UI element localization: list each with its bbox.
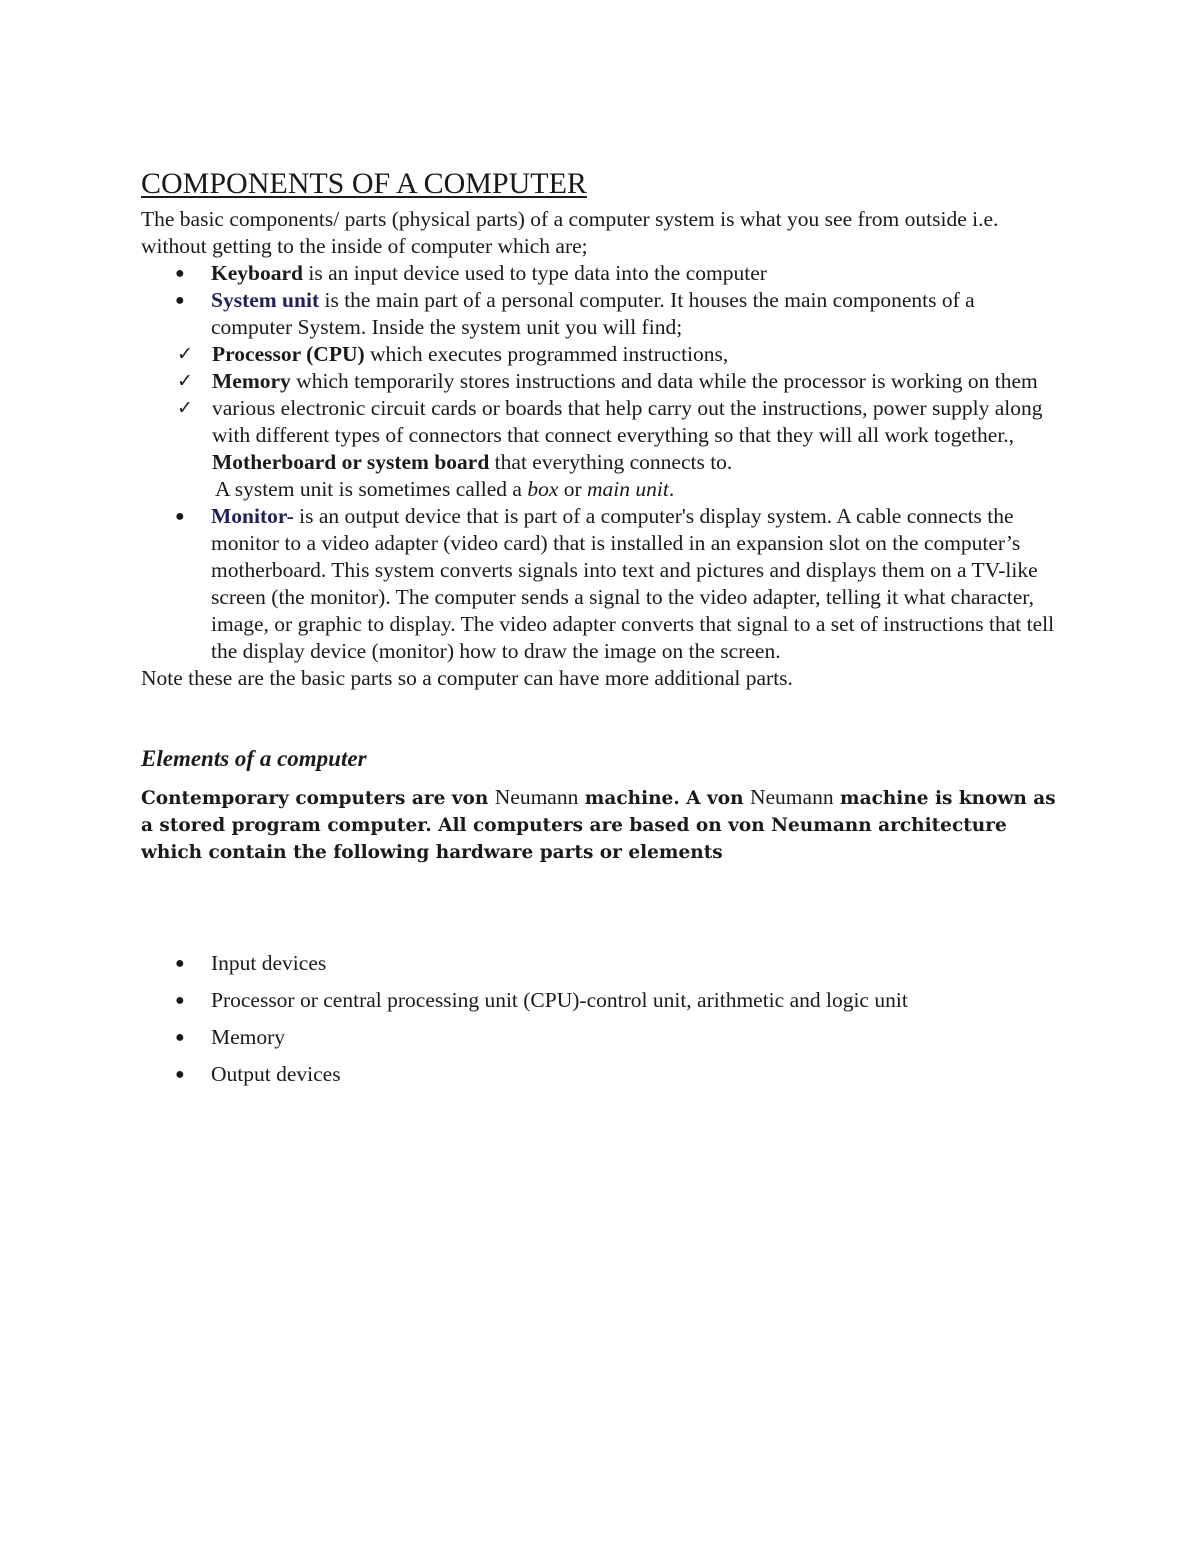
note-main-unit: main unit — [587, 477, 669, 501]
list-item — [141, 950, 1061, 977]
system-unit-description: is the main part of a personal computer. It houses the main components of a computer System. Inside the system unit you will find; — [211, 288, 975, 339]
processor-description: which executes programmed instructions, — [364, 342, 729, 366]
bullet-icon: ● — [175, 1029, 185, 1046]
term-monitor: Monitor- — [211, 504, 294, 528]
term-system-unit: System unit — [211, 288, 320, 312]
intro-neumann-1: Neumann — [494, 785, 579, 809]
note-end: . — [668, 477, 675, 501]
intro-part-3: machine is known as a stored program computer. All computers are based on von Neumann architecture which contain the following hardware parts or elements — [141, 788, 1056, 863]
list-item — [141, 1061, 1061, 1088]
elements-heading: Elements of a computer — [141, 746, 367, 771]
elements-list — [141, 950, 1061, 1088]
intro-part-1: Contemporary computers are von — [141, 788, 495, 809]
intro-paragraph: The basic components/ parts (physical parts) of a computer system is what you see from outside i.e. without getting to the inside of computer which are; — [141, 207, 999, 258]
intro-part-2: machine. A von — [578, 788, 750, 809]
check-item-memory — [141, 368, 1061, 395]
monitor-description: is an output device that is part of a computer's display system. A cable connects the monitor to a video adapter (video card) that is installed in an expansion slot on the computer’s motherboard. This system converts signals into text and pictures and displays them on a TV-like screen (the monitor). The computer sends a signal to the video adapter, telling it what character, image, or graphic to display. The video adapter converts that signal to a set of instructions that tell the display device (monitor) how to draw the image on the screen. — [211, 504, 1055, 663]
components-list — [141, 260, 1061, 341]
bullet-icon: ● — [175, 265, 185, 282]
element-label: Memory — [211, 1025, 286, 1049]
note-paragraph: Note these are the basic parts so a computer can have more additional parts. — [141, 666, 793, 690]
check-item-circuit-cards — [141, 395, 1061, 476]
list-item-keyboard — [141, 260, 1061, 287]
term-processor: Processor (CPU) — [212, 342, 365, 366]
memory-description: which temporarily stores instructions and data while the processor is working on them — [290, 369, 1038, 393]
note-prefix: A system unit is sometimes called a — [215, 477, 528, 501]
document-page — [141, 166, 1061, 1098]
checkmark-icon: ✓ — [177, 397, 193, 419]
term-keyboard: Keyboard — [211, 261, 303, 285]
intro-neumann-2: Neumann — [749, 785, 834, 809]
note-box: box — [527, 477, 559, 501]
element-label: Processor or central processing unit (CPU)-control unit, arithmetic and logic unit — [211, 988, 908, 1012]
components-list-continued — [141, 503, 1061, 665]
motherboard-description: that everything connects to. — [489, 450, 733, 474]
bullet-icon: ● — [175, 955, 185, 972]
element-label: Input devices — [211, 951, 327, 975]
bullet-icon: ● — [175, 292, 185, 309]
keyboard-description: is an input device used to type data into the computer — [302, 261, 767, 285]
term-motherboard: Motherboard or system board — [212, 450, 490, 474]
system-unit-note — [141, 476, 1061, 503]
bullet-icon: ● — [175, 508, 185, 525]
bullet-icon: ● — [175, 992, 185, 1009]
system-unit-contents-list — [141, 341, 1061, 476]
list-item — [141, 1024, 1061, 1051]
circuit-cards-description: various electronic circuit cards or boards that help carry out the instructions, power supply along with different types of connectors that connect everything so that they will all work together., — [212, 396, 1043, 447]
elements-intro — [141, 784, 1061, 866]
document-title: COMPONENTS OF A COMPUTER — [141, 167, 587, 200]
list-item-system-unit — [141, 287, 1061, 341]
checkmark-icon: ✓ — [177, 343, 193, 365]
list-item — [141, 987, 1061, 1014]
bullet-icon: ● — [175, 1066, 185, 1083]
check-item-processor — [141, 341, 1061, 368]
checkmark-icon: ✓ — [177, 370, 193, 392]
term-memory: Memory — [212, 369, 291, 393]
note-or: or — [558, 477, 588, 501]
element-label: Output devices — [211, 1062, 341, 1086]
list-item-monitor — [141, 503, 1061, 665]
